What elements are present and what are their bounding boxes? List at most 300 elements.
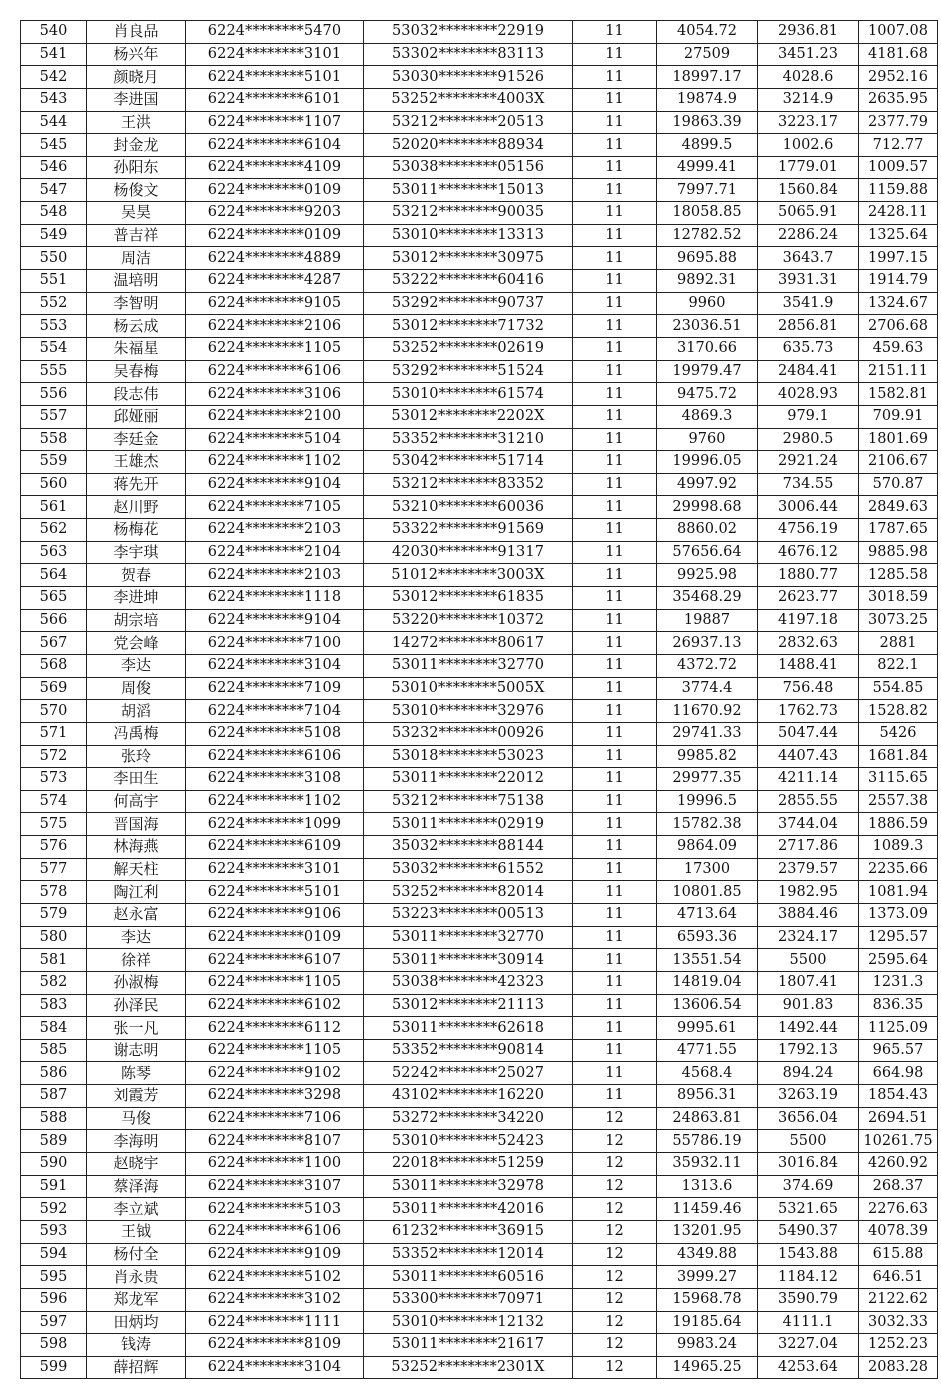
cell-amount: 14965.25 [657,1356,758,1379]
cell-subsidy: 979.1 [758,405,859,428]
cell-month: 11 [573,88,657,111]
cell-name: 李智明 [87,292,186,315]
cell-name: 李达 [87,926,186,949]
cell-amount: 17300 [657,858,758,881]
table-row [21,383,938,406]
table-row [21,881,938,904]
cell-payout: 4260.92 [859,1153,938,1176]
table-row [21,1243,938,1266]
cell-bank-card: 6224********5102 [186,1266,364,1289]
cell-month: 11 [573,1085,657,1108]
cell-name: 颜晓月 [87,66,186,89]
cell-id-number: 53220********10372 [364,609,573,632]
cell-month: 12 [573,1107,657,1130]
cell-month: 12 [573,1266,657,1289]
cell-payout: 2952.16 [859,66,938,89]
cell-name: 李进坤 [87,587,186,610]
cell-subsidy: 2484.41 [758,360,859,383]
cell-row-number: 543 [21,88,87,111]
cell-id-number: 53212********90035 [364,202,573,225]
cell-subsidy: 2379.57 [758,858,859,881]
cell-payout: 1325.64 [859,224,938,247]
cell-payout: 1997.15 [859,247,938,270]
cell-row-number: 548 [21,202,87,225]
cell-name: 普吉祥 [87,224,186,247]
cell-amount: 29741.33 [657,722,758,745]
cell-payout: 2235.66 [859,858,938,881]
cell-row-number: 592 [21,1198,87,1221]
cell-id-number: 53010********13313 [364,224,573,247]
cell-id-number: 53012********30975 [364,247,573,270]
cell-id-number: 53252********2301X [364,1356,573,1379]
cell-payout: 2122.62 [859,1288,938,1311]
cell-id-number: 53011********15013 [364,179,573,202]
cell-subsidy: 374.69 [758,1175,859,1198]
cell-row-number: 587 [21,1085,87,1108]
table-row [21,88,938,111]
cell-name: 温培明 [87,270,186,293]
cell-amount: 18058.85 [657,202,758,225]
cell-month: 12 [573,1153,657,1176]
cell-amount: 57656.64 [657,541,758,564]
cell-bank-card: 6224********4287 [186,270,364,293]
cell-id-number: 53011********42016 [364,1198,573,1221]
cell-month: 11 [573,66,657,89]
cell-name: 何高宇 [87,790,186,813]
cell-row-number: 550 [21,247,87,270]
cell-payout: 9885.98 [859,541,938,564]
cell-bank-card: 6224********0109 [186,179,364,202]
cell-month: 11 [573,43,657,66]
cell-subsidy: 3227.04 [758,1334,859,1357]
cell-bank-card: 6224********1105 [186,337,364,360]
cell-payout: 1801.69 [859,428,938,451]
cell-subsidy: 1002.6 [758,134,859,157]
cell-subsidy: 3016.84 [758,1153,859,1176]
cell-month: 11 [573,836,657,859]
cell-subsidy: 1779.01 [758,156,859,179]
cell-subsidy: 2717.86 [758,836,859,859]
cell-name: 杨云成 [87,315,186,338]
cell-amount: 13201.95 [657,1220,758,1243]
cell-id-number: 52242********25027 [364,1062,573,1085]
cell-subsidy: 4676.12 [758,541,859,564]
cell-bank-card: 6224********7106 [186,1107,364,1130]
cell-payout: 709.91 [859,405,938,428]
cell-row-number: 590 [21,1153,87,1176]
cell-row-number: 541 [21,43,87,66]
cell-month: 11 [573,202,657,225]
cell-subsidy: 901.83 [758,994,859,1017]
cell-bank-card: 6224********3101 [186,858,364,881]
cell-payout: 1854.43 [859,1085,938,1108]
cell-name: 吴春梅 [87,360,186,383]
cell-month: 12 [573,1130,657,1153]
cell-amount: 13551.54 [657,949,758,972]
table-row [21,473,938,496]
cell-id-number: 53222********60416 [364,270,573,293]
cell-row-number: 574 [21,790,87,813]
cell-name: 吴昊 [87,202,186,225]
cell-month: 11 [573,360,657,383]
cell-month: 11 [573,496,657,519]
cell-id-number: 53352********31210 [364,428,573,451]
cell-payout: 1009.57 [859,156,938,179]
cell-bank-card: 6224********3106 [186,383,364,406]
cell-amount: 9864.09 [657,836,758,859]
cell-id-number: 53300********70971 [364,1288,573,1311]
cell-id-number: 35032********88144 [364,836,573,859]
cell-bank-card: 6224********7100 [186,632,364,655]
cell-payout: 10261.75 [859,1130,938,1153]
table-row [21,179,938,202]
table-row [21,1017,938,1040]
cell-amount: 9985.82 [657,745,758,768]
cell-amount: 10801.85 [657,881,758,904]
cell-bank-card: 6224********6107 [186,949,364,972]
cell-name: 肖良品 [87,21,186,44]
table-row [21,519,938,542]
cell-row-number: 542 [21,66,87,89]
table-row [21,768,938,791]
cell-subsidy: 2832.63 [758,632,859,655]
cell-month: 12 [573,1243,657,1266]
cell-amount: 15968.78 [657,1288,758,1311]
cell-payout: 2083.28 [859,1356,938,1379]
cell-month: 12 [573,1175,657,1198]
cell-id-number: 53018********53023 [364,745,573,768]
cell-name: 赵晓宇 [87,1153,186,1176]
cell-subsidy: 1762.73 [758,700,859,723]
cell-payout: 2428.11 [859,202,938,225]
cell-amount: 11670.92 [657,700,758,723]
cell-bank-card: 6224********7105 [186,496,364,519]
cell-payout: 1285.58 [859,564,938,587]
cell-subsidy: 3656.04 [758,1107,859,1130]
cell-name: 蔡泽海 [87,1175,186,1198]
cell-id-number: 53011********60516 [364,1266,573,1289]
table-row [21,43,938,66]
cell-subsidy: 2623.77 [758,587,859,610]
cell-row-number: 557 [21,405,87,428]
cell-payout: 3115.65 [859,768,938,791]
cell-name: 李廷金 [87,428,186,451]
cell-name: 孙淑梅 [87,971,186,994]
cell-bank-card: 6224********9105 [186,292,364,315]
cell-amount: 9695.88 [657,247,758,270]
cell-id-number: 14272********80617 [364,632,573,655]
table-row [21,700,938,723]
cell-bank-card: 6224********8109 [186,1334,364,1357]
cell-name: 邱娅丽 [87,405,186,428]
cell-name: 薛招辉 [87,1356,186,1379]
cell-subsidy: 3223.17 [758,111,859,134]
cell-bank-card: 6224********9104 [186,609,364,632]
cell-bank-card: 6224********6102 [186,994,364,1017]
cell-amount: 23036.51 [657,315,758,338]
cell-bank-card: 6224********2100 [186,405,364,428]
table-row [21,1107,938,1130]
cell-row-number: 546 [21,156,87,179]
cell-payout: 1125.09 [859,1017,938,1040]
cell-subsidy: 5321.65 [758,1198,859,1221]
cell-bank-card: 6224********6106 [186,1220,364,1243]
cell-id-number: 53032********61552 [364,858,573,881]
cell-amount: 18997.17 [657,66,758,89]
cell-month: 11 [573,519,657,542]
cell-payout: 1081.94 [859,881,938,904]
cell-row-number: 554 [21,337,87,360]
cell-row-number: 589 [21,1130,87,1153]
cell-row-number: 578 [21,881,87,904]
cell-name: 冯禹梅 [87,722,186,745]
cell-bank-card: 6224********1107 [186,111,364,134]
cell-payout: 664.98 [859,1062,938,1085]
cell-name: 段志伟 [87,383,186,406]
cell-name: 孙泽民 [87,994,186,1017]
table-body [21,21,938,1379]
cell-id-number: 53292********90737 [364,292,573,315]
cell-payout: 2276.63 [859,1198,938,1221]
cell-month: 11 [573,179,657,202]
cell-month: 11 [573,790,657,813]
cell-payout: 554.85 [859,677,938,700]
cell-month: 11 [573,247,657,270]
cell-name: 胡宗培 [87,609,186,632]
cell-name: 徐祥 [87,949,186,972]
cell-payout: 822.1 [859,654,938,677]
cell-amount: 19863.39 [657,111,758,134]
cell-bank-card: 6224********6106 [186,745,364,768]
cell-id-number: 53252********02619 [364,337,573,360]
table-row [21,722,938,745]
table-row [21,202,938,225]
cell-payout: 1582.81 [859,383,938,406]
cell-payout: 2151.11 [859,360,938,383]
cell-subsidy: 4211.14 [758,768,859,791]
cell-row-number: 564 [21,564,87,587]
cell-bank-card: 6224********5101 [186,66,364,89]
cell-amount: 9983.24 [657,1334,758,1357]
cell-name: 贺春 [87,564,186,587]
cell-payout: 2106.67 [859,451,938,474]
cell-row-number: 591 [21,1175,87,1198]
cell-amount: 27509 [657,43,758,66]
cell-row-number: 576 [21,836,87,859]
cell-name: 马俊 [87,1107,186,1130]
cell-amount: 4372.72 [657,654,758,677]
cell-row-number: 566 [21,609,87,632]
cell-subsidy: 3744.04 [758,813,859,836]
cell-name: 朱福星 [87,337,186,360]
cell-bank-card: 6224********9203 [186,202,364,225]
cell-subsidy: 734.55 [758,473,859,496]
table-row [21,315,938,338]
cell-name: 李海明 [87,1130,186,1153]
cell-month: 11 [573,813,657,836]
cell-id-number: 53010********12132 [364,1311,573,1334]
cell-subsidy: 1792.13 [758,1039,859,1062]
cell-id-number: 53010********61574 [364,383,573,406]
cell-month: 11 [573,768,657,791]
cell-name: 陶江利 [87,881,186,904]
cell-payout: 1787.65 [859,519,938,542]
cell-row-number: 553 [21,315,87,338]
cell-row-number: 577 [21,858,87,881]
cell-bank-card: 6224********7109 [186,677,364,700]
cell-payout: 3018.59 [859,587,938,610]
cell-subsidy: 2921.24 [758,451,859,474]
cell-amount: 19996.05 [657,451,758,474]
cell-amount: 1313.6 [657,1175,758,1198]
cell-bank-card: 6224********6104 [186,134,364,157]
cell-month: 11 [573,700,657,723]
cell-amount: 14819.04 [657,971,758,994]
cell-bank-card: 6224********2104 [186,541,364,564]
cell-row-number: 559 [21,451,87,474]
cell-month: 11 [573,971,657,994]
cell-month: 12 [573,1334,657,1357]
cell-name: 赵永富 [87,903,186,926]
cell-amount: 55786.19 [657,1130,758,1153]
cell-name: 封金龙 [87,134,186,157]
cell-amount: 4568.4 [657,1062,758,1085]
cell-bank-card: 6224********1118 [186,587,364,610]
cell-name: 杨俊文 [87,179,186,202]
cell-bank-card: 6224********9102 [186,1062,364,1085]
cell-subsidy: 1807.41 [758,971,859,994]
table-row [21,790,938,813]
cell-id-number: 51012********3003X [364,564,573,587]
cell-bank-card: 6224********1100 [186,1153,364,1176]
cell-bank-card: 6224********2103 [186,519,364,542]
cell-month: 11 [573,541,657,564]
cell-amount: 9960 [657,292,758,315]
cell-row-number: 562 [21,519,87,542]
cell-row-number: 597 [21,1311,87,1334]
cell-amount: 26937.13 [657,632,758,655]
cell-row-number: 570 [21,700,87,723]
cell-bank-card: 6224********1102 [186,451,364,474]
table-row [21,1130,938,1153]
cell-month: 11 [573,156,657,179]
cell-row-number: 540 [21,21,87,44]
cell-row-number: 584 [21,1017,87,1040]
cell-row-number: 585 [21,1039,87,1062]
cell-row-number: 572 [21,745,87,768]
cell-subsidy: 4197.18 [758,609,859,632]
cell-id-number: 53011********32978 [364,1175,573,1198]
cell-month: 11 [573,134,657,157]
cell-bank-card: 6224********9109 [186,1243,364,1266]
cell-name: 肖永贵 [87,1266,186,1289]
cell-id-number: 53212********75138 [364,790,573,813]
cell-id-number: 43102********16220 [364,1085,573,1108]
cell-amount: 11459.46 [657,1198,758,1221]
table-row [21,1266,938,1289]
table-row [21,1334,938,1357]
cell-bank-card: 6224********9104 [186,473,364,496]
cell-subsidy: 2856.81 [758,315,859,338]
cell-amount: 13606.54 [657,994,758,1017]
cell-subsidy: 2980.5 [758,428,859,451]
cell-month: 11 [573,270,657,293]
cell-id-number: 53252********4003X [364,88,573,111]
cell-amount: 4869.3 [657,405,758,428]
cell-bank-card: 6224********9106 [186,903,364,926]
table-row [21,1220,938,1243]
cell-subsidy: 894.24 [758,1062,859,1085]
cell-amount: 8956.31 [657,1085,758,1108]
cell-payout: 2377.79 [859,111,938,134]
cell-row-number: 552 [21,292,87,315]
cell-payout: 1886.59 [859,813,938,836]
table-row [21,247,938,270]
cell-month: 11 [573,858,657,881]
table-row [21,134,938,157]
table-row [21,1198,938,1221]
cell-id-number: 53232********00926 [364,722,573,745]
cell-bank-card: 6224********6109 [186,836,364,859]
cell-id-number: 53210********60036 [364,496,573,519]
cell-subsidy: 3214.9 [758,88,859,111]
cell-name: 党会峰 [87,632,186,655]
cell-name: 杨梅花 [87,519,186,542]
table-row [21,903,938,926]
cell-amount: 6593.36 [657,926,758,949]
cell-id-number: 53012********21113 [364,994,573,1017]
cell-amount: 35468.29 [657,587,758,610]
cell-bank-card: 6224********3298 [186,1085,364,1108]
table-row [21,21,938,44]
cell-row-number: 565 [21,587,87,610]
cell-amount: 19979.47 [657,360,758,383]
cell-month: 11 [573,722,657,745]
cell-id-number: 53011********22012 [364,768,573,791]
cell-row-number: 547 [21,179,87,202]
cell-id-number: 53010********32976 [364,700,573,723]
table-row [21,632,938,655]
cell-bank-card: 6224********3102 [186,1288,364,1311]
cell-payout: 1373.09 [859,903,938,926]
cell-amount: 4349.88 [657,1243,758,1266]
cell-row-number: 551 [21,270,87,293]
cell-name: 钱涛 [87,1334,186,1357]
table-row [21,564,938,587]
cell-payout: 615.88 [859,1243,938,1266]
cell-id-number: 53011********21617 [364,1334,573,1357]
cell-id-number: 53032********22919 [364,21,573,44]
cell-month: 11 [573,949,657,972]
cell-name: 谢志明 [87,1039,186,1062]
data-table [20,20,938,1379]
cell-subsidy: 2855.55 [758,790,859,813]
cell-id-number: 53292********51524 [364,360,573,383]
cell-bank-card: 6224********8107 [186,1130,364,1153]
cell-row-number: 549 [21,224,87,247]
cell-row-number: 555 [21,360,87,383]
cell-month: 11 [573,405,657,428]
cell-month: 11 [573,383,657,406]
cell-subsidy: 3541.9 [758,292,859,315]
cell-month: 11 [573,451,657,474]
cell-payout: 3073.25 [859,609,938,632]
cell-id-number: 53223********00513 [364,903,573,926]
cell-amount: 9760 [657,428,758,451]
cell-row-number: 571 [21,722,87,745]
cell-month: 11 [573,654,657,677]
cell-name: 林海燕 [87,836,186,859]
